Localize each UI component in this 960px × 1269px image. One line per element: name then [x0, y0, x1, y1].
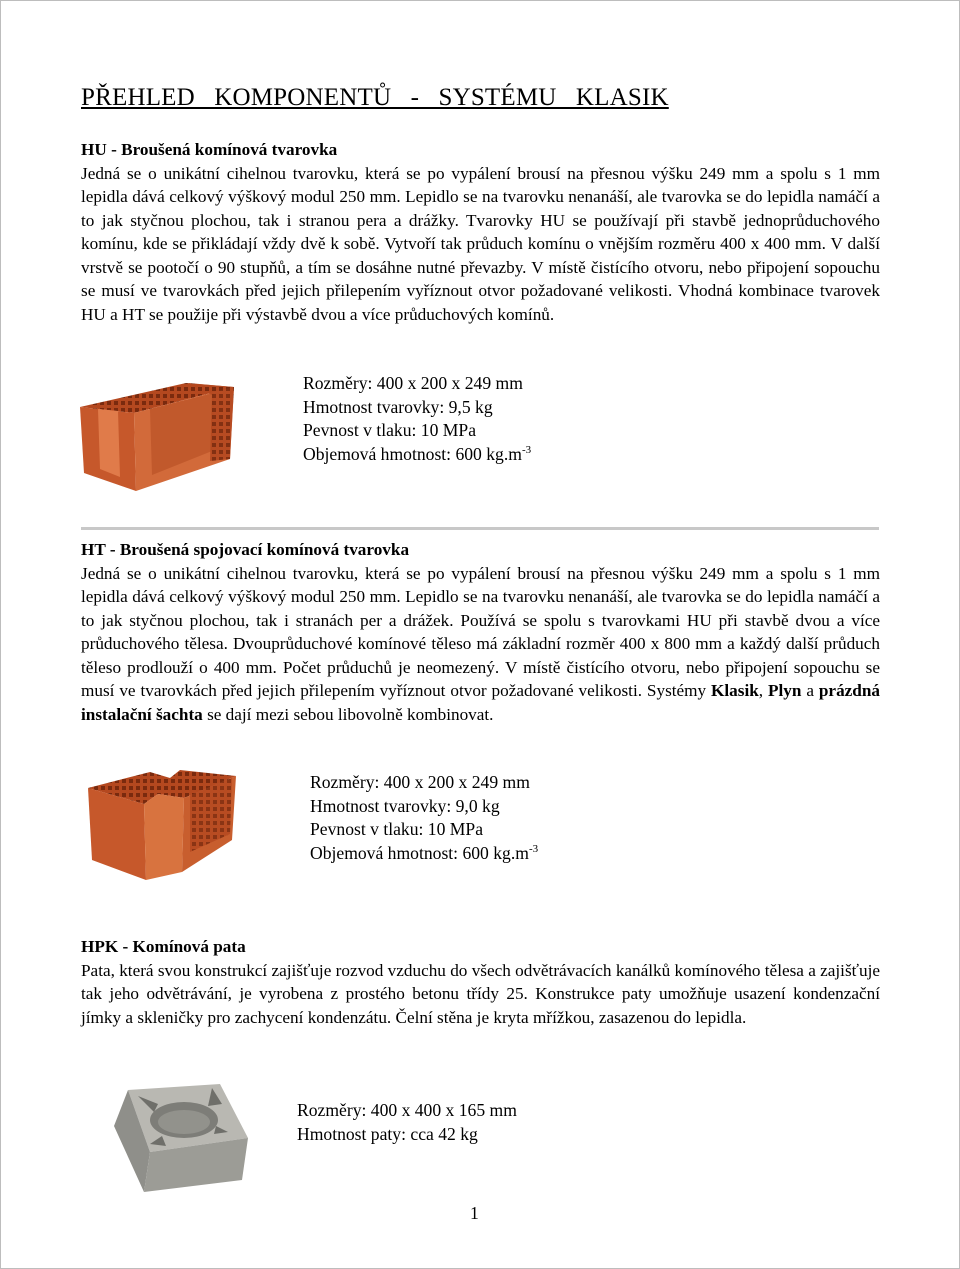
- spec-strength: Pevnost v tlaku: 10 MPa: [303, 420, 477, 441]
- spec-density: Objemová hmotnost: 600 $kg.m^{-3}$: [303, 443, 532, 464]
- page-title: PŘEHLED KOMPONENTŮ - SYSTÉMU KLASIK: [81, 84, 669, 111]
- hu-specs: [303, 372, 531, 466]
- section-heading: HU - Broušená komínová tvarovka: [81, 140, 338, 159]
- section-divider: [81, 527, 879, 530]
- ht-brick-image: [86, 764, 238, 884]
- spec-dimensions: Rozměry: 400 x 400 x 165 mm: [297, 1100, 517, 1120]
- section-ht: [81, 538, 880, 727]
- spec-density: Objemová hmotnost: 600 $kg.m^{-3}$: [310, 842, 539, 863]
- spec-dimensions: Rozměry: 400 x 200 x 249 mm: [310, 772, 530, 792]
- hpk-base-image: [110, 1082, 250, 1194]
- section-body: Jedná se o unikátní cihelnou tvarovku, která se po vypálení brousí na přesnou výšku 249 mm a spolu s 1 mm lepidla dává celkový výškový modul 250 mm. Lepidlo se na tvarovku nenanáší, ale tvarovka se do lepidla namáčí a to jak styčnou plochou, tak i stranách per a drážek. Používá se spolu s tvarovkami HU při stavbě dvou a více průduchového tělesa. Dvouprůduchové komínové těleso má základní rozměr 400 x 800 mm a každý další průduch těleso prodlouží o 400 mm. Počet průduchů je neomezený. V místě čistícího otvoru, nebo připojení sopouchu se musí ve tvarovkách před jejich přilepením vyříznout otvor požadované velikosti. Systémy Klasik, Plyn a prázdná instalační šachta se dají mezi sebou libovolně kombinovat.: [81, 563, 880, 725]
- spec-weight: Hmotnost tvarovky: 9,0 kg: [310, 795, 500, 816]
- section-heading: HPK - Komínová pata: [81, 937, 246, 956]
- section-hpk: [81, 935, 880, 1029]
- hpk-specs: [297, 1099, 517, 1146]
- section-hu: [81, 138, 880, 327]
- spec-weight: Hmotnost tvarovky: 9,5 kg: [303, 396, 493, 417]
- section-body: Pata, která svou konstrukcí zajišťuje rozvod vzduchu do všech odvětrávacích kanálků komínového tělesa a zajišťuje tak jeho odvětrávání, je vyrobena z prostého betonu třídy 25. Konstrukce paty umožňuje usazení kondenzační jímky a skleničky pro zachycení kondenzátu. Čelní stěna je kryta mřížkou, zasazenou do lepidla.: [81, 960, 880, 1027]
- spec-weight: Hmotnost paty: cca 42 kg: [297, 1123, 478, 1144]
- spec-dimensions: Rozměry: 400 x 200 x 249 mm: [303, 373, 523, 393]
- spec-strength: Pevnost v tlaku: 10 MPa: [310, 819, 484, 840]
- section-heading: HT - Broušená spojovací komínová tvarovka: [81, 540, 410, 559]
- hu-brick-image: [78, 365, 236, 497]
- section-body: Jedná se o unikátní cihelnou tvarovku, která se po vypálení brousí na přesnou výšku 249 mm a spolu s 1 mm lepidla dává celkový výškový modul 250 mm. Lepidlo se na tvarovku nenanáší, ale tvarovka se do lepidla namáčí a to jak styčnou plochou, tak i stranou pera a drážky. Tvarovky HU se používají při stavbě jednoprůduchového komínu, kde se přikládají vždy dvě k sobě. Vytvoří tak průduch komínu o vnějším rozměru 400 x 400 mm. V další vrstvě se pootočí o 90 stupňů, a tím se dosáhne nutné převazby. V místě čistícího otvoru, nebo připojení sopouchu se musí ve tvarovkách před jejich přilepením vyříznout otvor požadované velikosti. Vhodná kombinace tvarovek HU a HT se použije při výstavbě dvou a více průduchových komínů.: [81, 163, 880, 325]
- page-number: 1: [470, 1203, 479, 1223]
- ht-specs: [310, 771, 538, 865]
